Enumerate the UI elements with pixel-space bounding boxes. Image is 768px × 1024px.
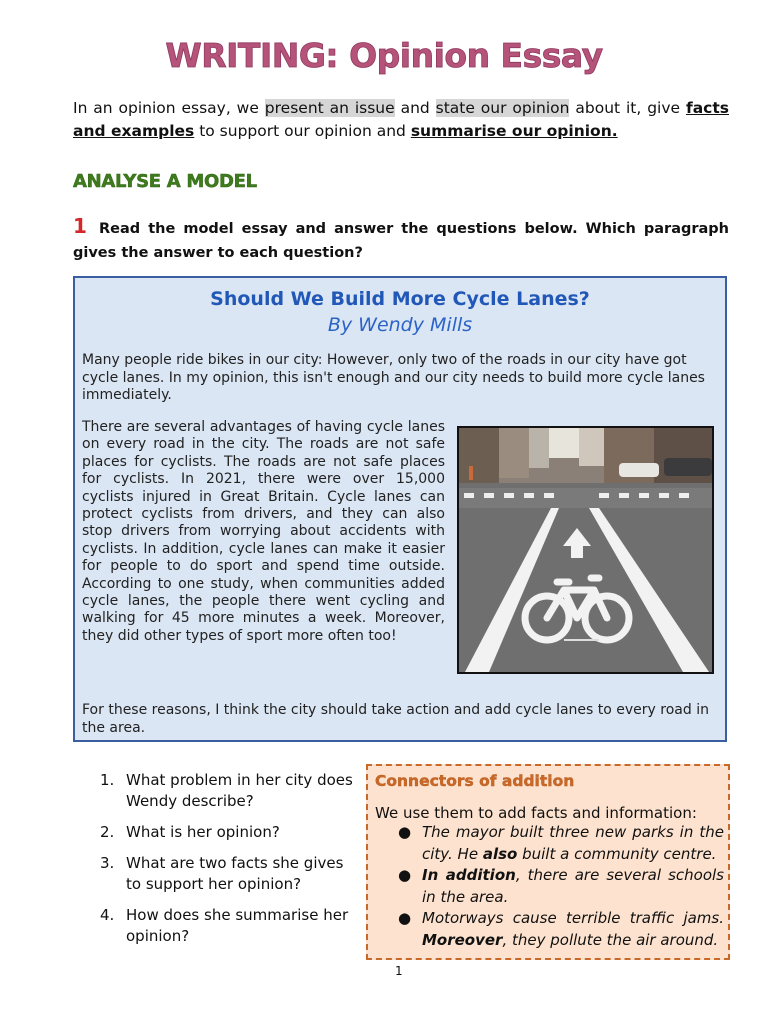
question-list bbox=[100, 770, 360, 957]
task-text: Read the model essay and answer the questions below. Which paragraph gives the answer to each question? bbox=[73, 221, 729, 261]
task-number: 1 bbox=[73, 214, 87, 238]
cycle-lane-photo bbox=[457, 426, 714, 674]
intro-paragraph bbox=[73, 97, 729, 143]
list-item bbox=[100, 770, 360, 812]
example-text: Motorways cause terrible traffic jams. bbox=[422, 909, 724, 927]
question-number: 4. bbox=[100, 906, 115, 924]
list-item bbox=[398, 908, 724, 951]
essay-paragraph-1: Many people ride bikes in our city: However, only two of the roads in our city have got cycle lanes. In my opinion, this isn't enough and our city needs to build more cycle lanes immediately. bbox=[82, 352, 705, 403]
intro-text-3: about it, give bbox=[569, 99, 686, 117]
bullet-icon: ● bbox=[398, 823, 412, 841]
bullet-icon: ● bbox=[398, 909, 412, 927]
bullet-icon: ● bbox=[398, 866, 412, 884]
example-text: built a community centre. bbox=[517, 844, 717, 863]
intro-text-4: to support our opinion and bbox=[194, 122, 411, 140]
connectors-examples bbox=[398, 822, 724, 951]
list-item bbox=[398, 822, 724, 865]
task-instruction bbox=[73, 214, 729, 265]
intro-highlight-opinion: state our opinion bbox=[435, 99, 570, 117]
connectors-box bbox=[366, 764, 730, 960]
list-item bbox=[100, 822, 360, 843]
example-text: , there are several schools in the area. bbox=[422, 866, 724, 906]
page-number: 1 bbox=[395, 964, 403, 978]
list-item bbox=[398, 865, 724, 908]
question-text: What problem in her city does Wendy describe? bbox=[126, 771, 353, 810]
essay-paragraph-3: For these reasons, I think the city should take action and add cycle lanes to every road in the area. bbox=[82, 702, 709, 736]
question-text: How does she summarise her opinion? bbox=[126, 906, 349, 945]
intro-summarise: summarise our opinion. bbox=[410, 122, 618, 140]
question-number: 1. bbox=[100, 771, 115, 789]
example-text: The mayor built three new parks in the city. He bbox=[422, 823, 724, 863]
list-item bbox=[100, 853, 360, 895]
model-essay-box bbox=[73, 276, 727, 742]
question-text: What is her opinion? bbox=[126, 823, 280, 841]
connector-word: Moreover bbox=[422, 930, 503, 949]
section-heading: ANALYSE A MODEL bbox=[73, 171, 257, 192]
essay-author: By Wendy Mills bbox=[327, 314, 473, 336]
question-number: 2. bbox=[100, 823, 115, 841]
connectors-title: Connectors of addition bbox=[375, 772, 575, 790]
intro-text-2: and bbox=[394, 99, 436, 117]
question-number: 3. bbox=[100, 854, 115, 872]
intro-highlight-issue: present an issue bbox=[264, 99, 395, 117]
connectors-intro: We use them to add facts and information: bbox=[375, 804, 697, 822]
essay-paragraph-2: There are several advantages of having cycle lanes on every road in the city. The roads are not safe places for cyclists. The roads are not safe places for cyclists. In 2021, there were over 15,000 cyclists injured in Great Britain. Cycle lanes can protect cyclists from drivers, and they can also stop drivers from worrying about accidents with cyclists. In addition, cycle lanes can make it easier for people to do sport and spend time outside. According to one study, when communities added cycle lanes, the people there went cycling and walking for 45 more minutes a week. Moreover, they did other types of sport more often too! bbox=[82, 419, 445, 644]
intro-text-1: In an opinion essay, we bbox=[73, 99, 265, 117]
connector-word: also bbox=[482, 844, 518, 863]
list-item bbox=[100, 905, 360, 947]
connector-word: In addition bbox=[422, 866, 516, 884]
question-text: What are two facts she gives to support her opinion? bbox=[126, 854, 344, 893]
intro-facts-examples: facts and examples bbox=[73, 99, 729, 140]
page-title: WRITING: Opinion Essay bbox=[165, 36, 603, 75]
example-text: , they pollute the air around. bbox=[502, 930, 719, 949]
essay-title: Should We Build More Cycle Lanes? bbox=[210, 288, 590, 310]
